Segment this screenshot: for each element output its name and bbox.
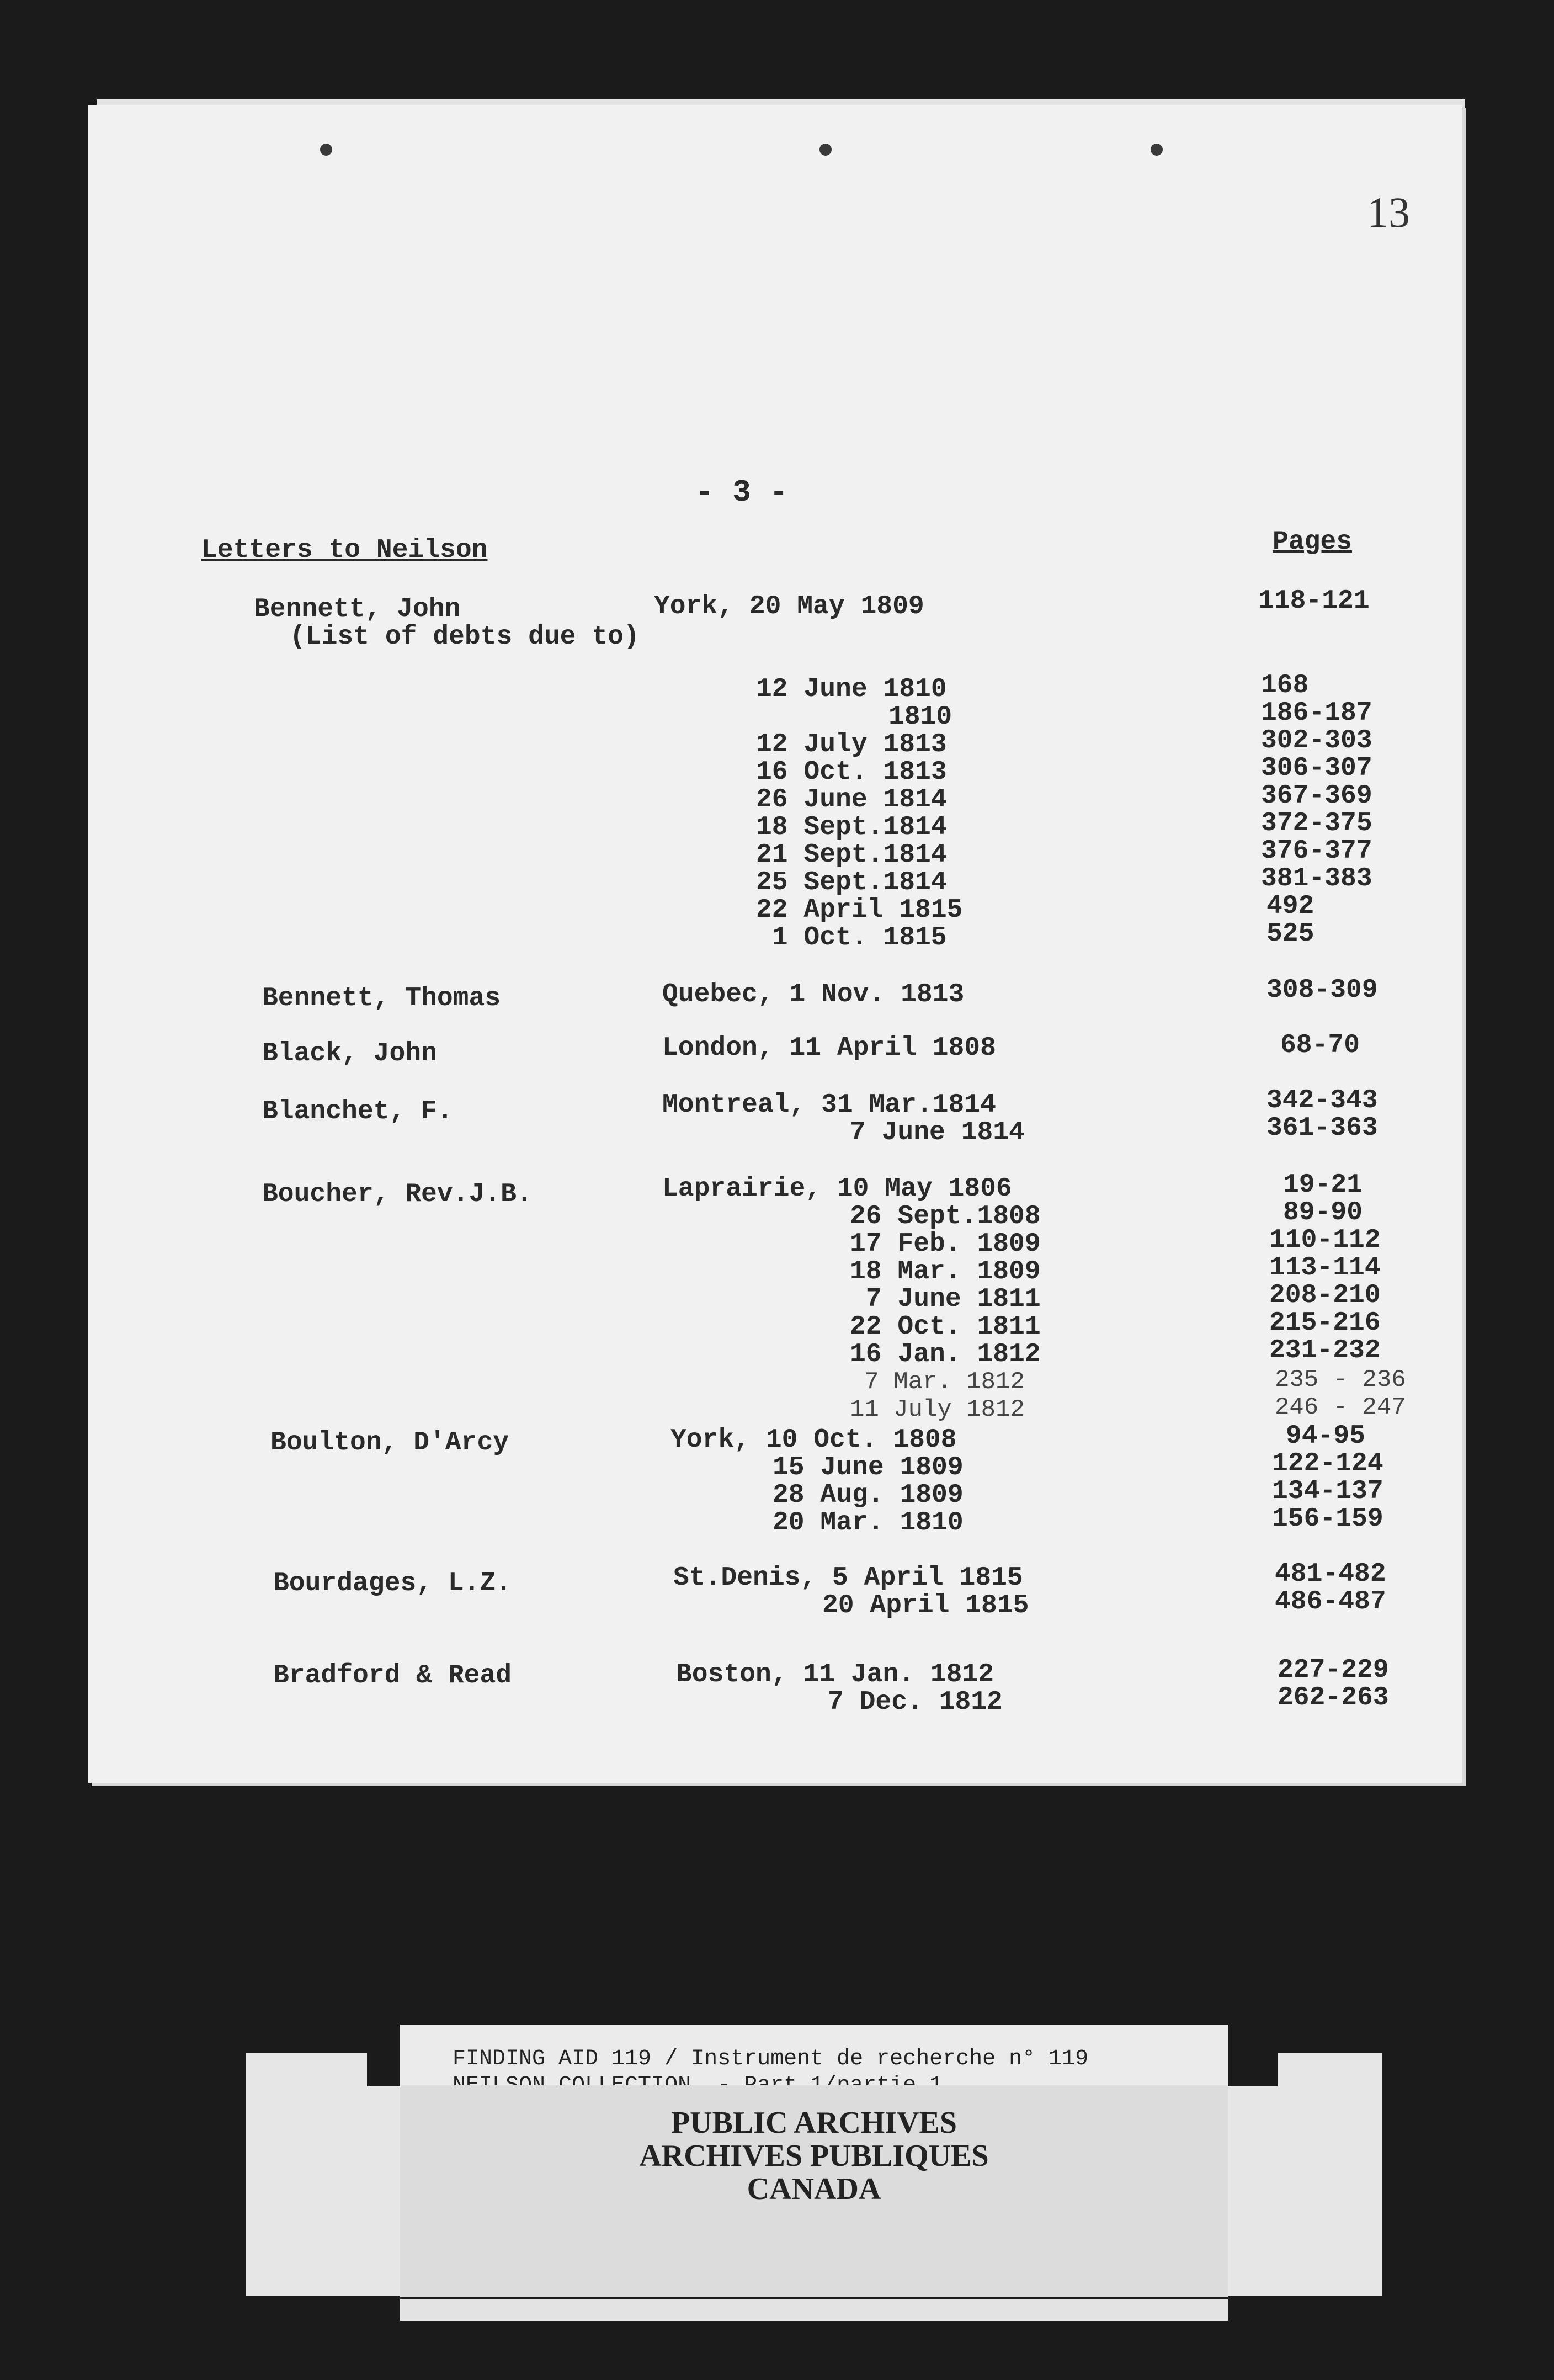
- entry-text: 235 - 236: [1275, 1366, 1406, 1394]
- entry-text: Boston, 11 Jan. 1812: [676, 1660, 994, 1690]
- entry-text: 118-121: [1258, 586, 1370, 616]
- stamp-line-3: CANADA: [747, 2172, 881, 2206]
- entry-text: (List of debts due to): [290, 622, 640, 652]
- entry-text: 246 - 247: [1275, 1394, 1406, 1421]
- entry-text: Bennett, John: [254, 594, 461, 624]
- entry-text: Laprairie, 10 May 1806: [662, 1174, 1012, 1204]
- entry-text: 68-70: [1280, 1030, 1360, 1060]
- entry-text: 20 Mar. 1810: [773, 1508, 964, 1538]
- entry-text: 306-307: [1261, 753, 1372, 783]
- entry-text: 381-383: [1261, 864, 1372, 894]
- entry-text: 122-124: [1272, 1449, 1383, 1479]
- entry-text: 1 Oct. 1815: [756, 923, 947, 953]
- entry-text: Quebec, 1 Nov. 1813: [662, 980, 965, 1010]
- entry-text: 7 Mar. 1812: [850, 1368, 1025, 1396]
- entry-text: 231-232: [1269, 1336, 1381, 1366]
- entry-text: 7 Dec. 1812: [828, 1687, 1003, 1717]
- stamp-line-2: ARCHIVES PUBLIQUES: [639, 2139, 989, 2173]
- entry-text: 208-210: [1269, 1281, 1381, 1310]
- entry-text: 481-482: [1275, 1559, 1386, 1589]
- entry-text: 342-343: [1266, 1086, 1378, 1115]
- entry-text: 17 Feb. 1809: [850, 1229, 1041, 1259]
- entry-text: 113-114: [1269, 1253, 1381, 1283]
- entry-text: Bennett, Thomas: [262, 984, 501, 1013]
- entry-text: Blanchet, F.: [262, 1097, 453, 1127]
- entry-text: 525: [1266, 919, 1314, 949]
- heading-pages: Pages: [1272, 527, 1352, 557]
- entry-text: 186-187: [1261, 698, 1372, 728]
- entry-text: Bourdages, L.Z.: [273, 1569, 512, 1598]
- stamp-line-1: PUBLIC ARCHIVES: [670, 2106, 957, 2140]
- entry-text: 227-229: [1278, 1655, 1389, 1685]
- entry-text: 94-95: [1286, 1421, 1366, 1451]
- entry-text: 361-363: [1266, 1113, 1378, 1143]
- entry-text: Bradford & Read: [273, 1661, 512, 1691]
- label-strip: [400, 2299, 1228, 2321]
- label-notch: [367, 2053, 400, 2086]
- entry-text: 21 Sept.1814: [756, 840, 947, 870]
- entry-text: 372-375: [1261, 809, 1372, 838]
- entry-text: 1810: [888, 702, 952, 732]
- entry-text: 367-369: [1261, 781, 1372, 811]
- punch-hole: [320, 144, 332, 156]
- punch-hole: [819, 144, 832, 156]
- entry-text: 22 April 1815: [756, 895, 963, 925]
- entry-text: Boucher, Rev.J.B.: [262, 1180, 533, 1209]
- archives-stamp: [400, 2085, 1228, 2297]
- entry-text: 15 June 1809: [773, 1453, 964, 1483]
- entry-text: 16 Jan. 1812: [850, 1340, 1041, 1369]
- entry-text: 18 Sept.1814: [756, 812, 947, 842]
- entry-text: 156-159: [1272, 1504, 1383, 1534]
- entry-text: 25 Sept.1814: [756, 868, 947, 897]
- entry-text: Montreal, 31 Mar.1814: [662, 1090, 996, 1120]
- entry-text: 26 June 1814: [756, 785, 947, 815]
- entry-text: 215-216: [1269, 1308, 1381, 1338]
- entry-text: 302-303: [1261, 726, 1372, 756]
- finding-aid-label: [400, 2025, 1228, 2297]
- entry-text: 18 Mar. 1809: [850, 1257, 1041, 1287]
- entry-text: 134-137: [1272, 1476, 1383, 1506]
- entry-text: 7 June 1811: [850, 1284, 1041, 1314]
- entry-text: 19-21: [1283, 1170, 1363, 1200]
- entry-text: 492: [1266, 891, 1314, 921]
- heading-letters: Letters to Neilson: [201, 535, 488, 565]
- label-notch: [1228, 2053, 1278, 2086]
- entry-text: 20 April 1815: [822, 1591, 1029, 1621]
- page-number: - 3 -: [695, 475, 789, 510]
- entry-text: 89-90: [1283, 1198, 1363, 1228]
- entry-text: 26 Sept.1808: [850, 1202, 1041, 1231]
- entry-text: Boulton, D'Arcy: [270, 1428, 509, 1458]
- entry-text: 262-263: [1278, 1683, 1389, 1713]
- entry-text: 308-309: [1266, 975, 1378, 1005]
- entry-text: 11 July 1812: [850, 1396, 1025, 1423]
- entry-text: 168: [1261, 671, 1309, 700]
- entry-text: Black, John: [262, 1039, 437, 1069]
- entry-text: St.Denis, 5 April 1815: [673, 1563, 1023, 1593]
- entry-text: 12 July 1813: [756, 730, 947, 759]
- entry-text: London, 11 April 1808: [662, 1033, 996, 1063]
- folio-number: 13: [1367, 188, 1410, 236]
- entry-text: 7 June 1814: [850, 1118, 1025, 1148]
- entry-text: 28 Aug. 1809: [773, 1480, 964, 1510]
- entry-text: 376-377: [1261, 836, 1372, 866]
- entry-text: 12 June 1810: [756, 674, 947, 704]
- entry-text: 16 Oct. 1813: [756, 757, 947, 787]
- entry-text: 22 Oct. 1811: [850, 1312, 1041, 1342]
- entry-text: York, 20 May 1809: [654, 592, 924, 621]
- label-line-1: FINDING AID 119 / Instrument de recherche n° 119: [453, 2047, 1089, 2071]
- entry-text: 110-112: [1269, 1225, 1381, 1255]
- entry-text: 486-487: [1275, 1587, 1386, 1617]
- punch-hole: [1151, 144, 1163, 156]
- entry-text: York, 10 Oct. 1808: [670, 1425, 957, 1455]
